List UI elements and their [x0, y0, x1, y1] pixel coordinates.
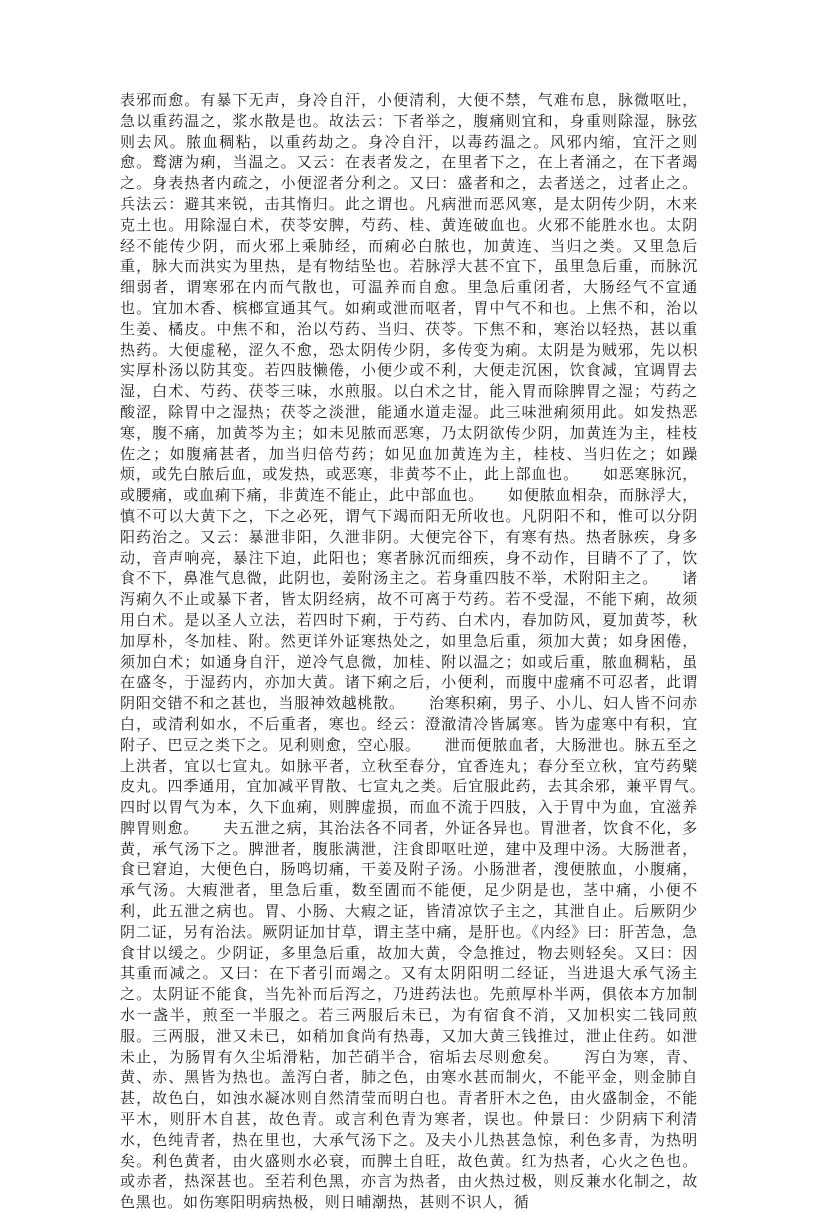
document-page — [120, 90, 730, 1212]
body-text: 表邪而愈。有暴下无声，身冷自汗，小便清利，大便不禁，气难布息，脉微呕吐，急以重药温之，浆水散是也。故法云：下者举之，腹痛则宜和，身重则除湿，脉弦则去风。脓血稠粘，以重药劫之。身冷自汗，以毒药温之。风邪内缩，宜汗之则愈。鹜溏为痢，当温之。又云：在表者发之，在里者下之，在上者涌之，在下者竭之。身表热者内疏之，小便涩者分利之。又曰：盛者和之，去者送之，过者止之。兵法云：避其来锐，击其惰归。此之谓也。凡病泄而恶风寒，是太阴传少阴，木来克土也。用除湿白术，茯苓安脾，芍药、桂、黄连破血也。火邪不能胜水也。太阴经不能传少阴，而火邪上乘肺经，而痢必白脓也，加黄连、当归之类。又里急后重，脉大而洪实为里热，是有物结坠也。若脉浮大甚不宜下，虽里急后重，而脉沉细弱者，谓寒邪在内而气散也，可温养而自愈。里急后重闭者，大肠经气不宣通也。宜加木香、槟榔宣通其气。如痢或泄而呕者，胃中气不和也。上焦不和，治以生姜、橘皮。中焦不和，治以芍药、当归、茯苓。下焦不和，寒治以轻热，甚以重热药。大便虚秘，涩久不愈，恐太阴传少阴，多传变为痢。太阴是为贼邪，先以枳实厚朴汤以防其变。若四肢懒倦，小便少或不利，大便走沉困，饮食减，宜调胃去湿，白术、芍药、茯苓三味，水煎服。以白术之甘，能入胃而除脾胃之湿；芍药之酸涩，除胃中之湿热；茯苓之淡泄，能通水道走湿。此三味泄痢须用此。如发热恶寒，腹不痛，加黄芩为主；如未见脓而恶寒，乃太阴欲传少阴，加黄连为主，桂枝佐之；如腹痛甚者，加当归倍芍药；如见血加黄连为主，桂枝、当归佐之；如躁烦，或先白脓后血，或发热，或恶寒，非黄芩不止，此上部血也。 如恶寒脉沉，或腰痛，或血痢下痛，非黄连不能止，此中部血也。 如便脓血相杂，而脉浮大，慎不可以大黄下之，下之必死，谓气下竭而阳无所收也。凡阴阳不和，惟可以分阴阳药治之。又云：暴泄非阳，久泄非阴。大便完谷下，有寒有热。热者脉疾，身多动，音声响亮，暴注下迫，此阳也；寒者脉沉而细疾，身不动作，目睛不了了，饮食不下，鼻准气息微，此阴也，姜附汤主之。若身重四肢不举，术附阳主之。 诸泻痢久不止或暴下者，皆太阴经病，故不可离于芍药。若不受湿，不能下痢，故须用白术。是以圣人立法，若四时下痢，于芍药、白术内，春加防风，夏加黄芩，秋加厚朴，冬加桂、附。然更详外证寒热处之，如里急后重，须加大黄；如身困倦，须加白术；如通身自汗，逆冷气息微，加桂、附以温之；如或后重，脓血稠粘，虽在盛冬，于湿药内，亦加大黄。诸下痢之后，小便利，而腹中虚痛不可忍者，此谓阴阳交错不和之甚也，当服神效越桃散。 治寒积痢，男子、小儿、妇人皆不问赤白，或清利如水，不后重者，寒也。经云：澄澈清冷皆属寒。皆为虚寒中有积，宜附子、巴豆之类下之。见利则愈，空心服。 泄而便脓血者，大肠泄也。脉五至之上洪者，宜以七宣丸。如脉平者，立秋至春分，宜香连丸；春分至立秋，宜芍药檗皮丸。四季通用，宜加减平胃散、七宣丸之类。后宜服此药，去其余邪，兼平胃气。 四时以胃气为本，久下血痢，则脾虚损，而血不流于四肢，入于胃中为血，宜滋养脾胃则愈。 夫五泄之病，其治法各不同者，外证各异也。胃泄者，饮食不化，多黄，承气汤下之。脾泄者，腹胀满泄，注食即呕吐逆，建中及理中汤。大肠泄者，食已窘迫，大便色白，肠鸣切痛，干姜及附子汤。小肠泄者，溲便脓血，小腹痛，承气汤。大瘕泄者，里急后重，数至圊而不能便，足少阴是也，茎中痛，小便不利，此五泄之病也。胃、小肠、大瘕之证，皆清凉饮子主之，其泄自止。后厥阴少阴二证，另有治法。厥阴证加甘草，谓主茎中痛，是肝也。《内经》曰：肝苦急，急食甘以缓之。少阴证，多里急后重，故加大黄，令急推过，物去则轻矣。又曰：因其重而减之。又曰：在下者引而竭之。又有太阴阳明二经证，当进退大承气汤主之。太阴证不能食，当先补而后泻之，乃进药法也。先煎厚朴半两，俱依本方加制水一盏半，煎至一半服之。若三两服后未已，为有宿食不消，又加枳实二钱同煎服。三两服，泄又未已，如稍加食尚有热毒，又加大黄三钱推过，泄止住药。如泄未止，为肠胃有久尘垢滑粘，加芒硝半合，宿垢去尽则愈矣。 泻白为寒，青、黄、赤、黑皆为热也。盖泻白者，肺之色，由寒水甚而制火，不能平金，则金肺自甚，故色白，如浊水凝冰则自然清莹而明白也。青者肝木之色，由火盛制金，不能平木，则肝木自甚，故色青。或言利色青为寒者，误也。仲景曰：少阴病下利清水，色纯青者，热在里也，大承气汤下之。及夫小儿热甚急惊，利色多青，为热明矣。利色黄者，由火盛则水必衰，而脾土自旺，故色黄。红为热者，心火之色也。或赤者，热深甚也。至若利色黑，亦言为热者，由火热过极，则反兼水化制之，故色黑也。如伤寒阳明病热极，则日晡潮热，甚则不识人，循 — [120, 91, 730, 1212]
